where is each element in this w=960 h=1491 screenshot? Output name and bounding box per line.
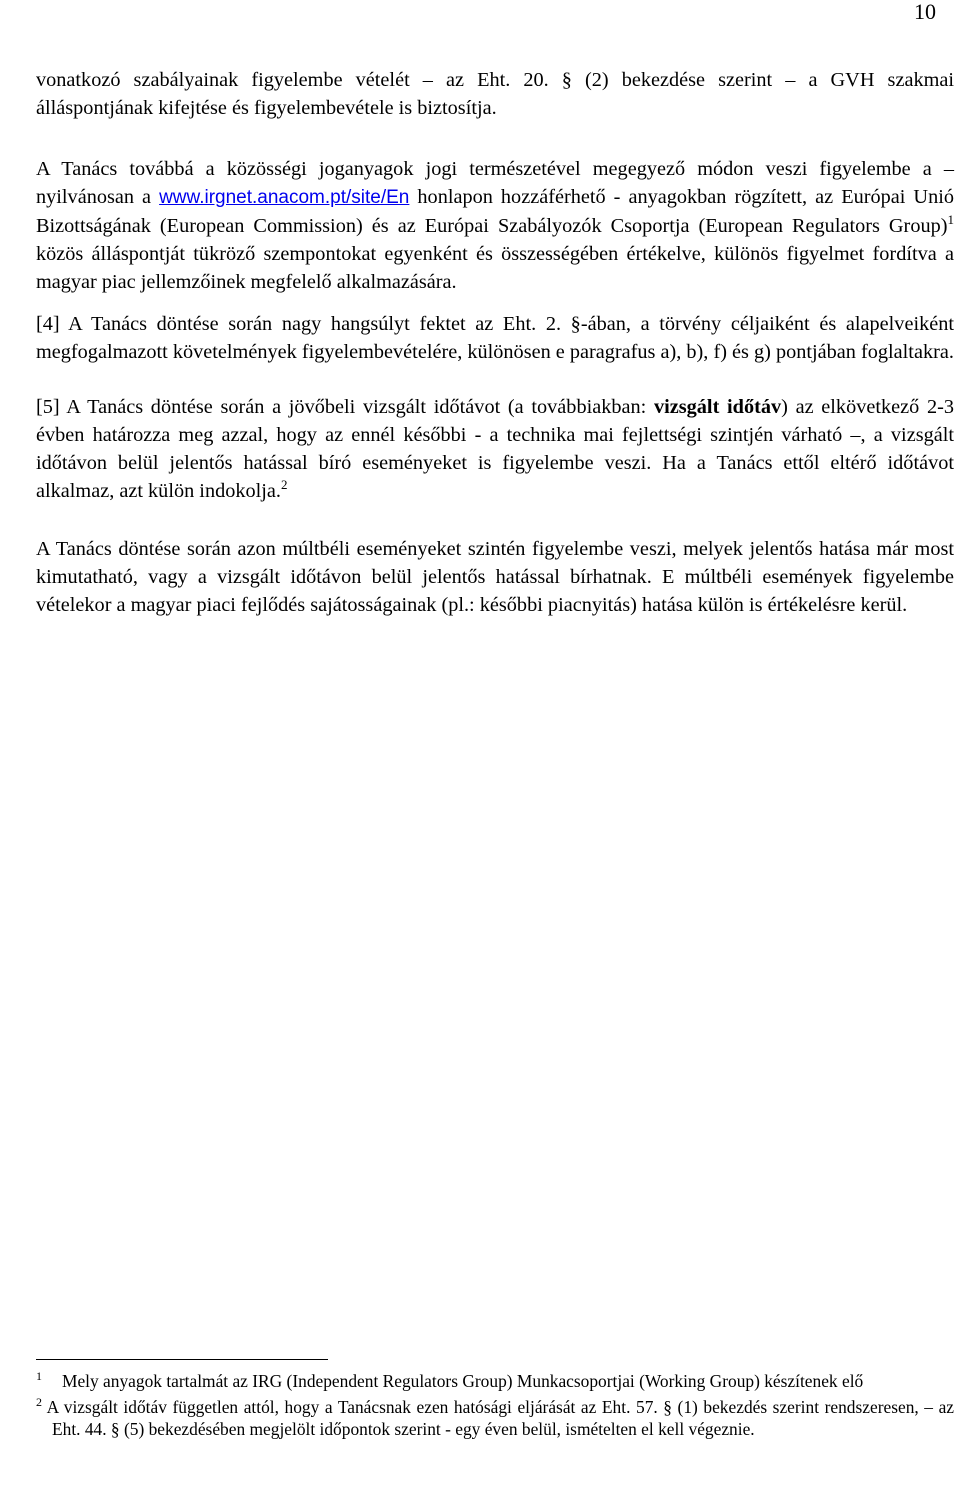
page-number: 10 [914,0,936,24]
footnote-2 [36,1396,954,1440]
paragraph-5 [36,393,954,505]
irgnet-link[interactable]: www.irgnet.anacom.pt/site/En [159,187,410,208]
document-body [36,66,954,649]
footnote-2-number: 2 [36,1395,42,1410]
paragraph-community-law-text-2: honlapon hozzáférhető - anyagokban rögzített, az Európai Unió Bizottságának (European Commission) és az Európai Szabályozók Csoportja (European Regulators Group) [36,186,954,237]
paragraph-community-law-text-1: A Tanács továbbá a közösségi joganyagok jogi természetével megegyező módon veszi figyelembe a – nyilvánosan a [36,158,954,208]
footnote-ref-2[interactable]: 2 [281,477,288,493]
paragraph-gvh: vonatkozó szabályainak figyelembe vételét – az Eht. 20. § (2) bekezdése szerint – a GVH szakmai álláspontjának kifejtése és figyelembevétele is biztosítja. [36,69,954,119]
footnote-1 [36,1370,954,1392]
footnotes [36,1370,954,1440]
paragraph-5-text-2: ) az elkövetkező 2-3 évben határozza meg azzal, hogy az ennél későbbi - a technika mai fejlettségi szintjén várható –, a vizsgált időtávon belül jelentős hatással bíró eseményeket is figyelembe veszi. Ha a Tanács ettől eltérő időtávot alkalmaz, azt külön indokolja. [36,396,955,502]
paragraph-5-text-1: [5] A Tanács döntése során a jövőbeli vizsgált időtávot (a továbbiakban: [36,396,654,418]
paragraph-past-events: A Tanács döntése során azon múltbéli eseményeket szintén figyelembe veszi, melyek jelentős hatása már most kimutatható, vagy a vizsgált időtávon belül jelentős hatással bírhatnak. E múltbéli események figyelembe vételekor a magyar piaci fejlődés sajátosságainak (pl.: későbbi piacnyitás) hatása külön is értékelésre kerül. [36,538,954,616]
footnote-2-text: A vizsgált időtáv független attól, hogy a Tanácsnak ezen hatósági eljárását az Eht. 57. § (1) bekezdés szerint rendszeresen, – az Eht. 44. § (5) bekezdésében megjelölt időpontok szerint - egy éven belül, ismételten el kell végeznie. [46,1397,955,1439]
footnote-1-number: 1 [36,1369,42,1384]
footnote-ref-1[interactable]: 1 [947,212,954,228]
footnote-separator [36,1359,328,1360]
paragraph-community-law-text-3: közös álláspontját tükröző szempontokat egyenként és összességében értékelve, különös figyelmet fordítva a magyar piac jellemzőinek megfelelő alkalmazására. [36,243,954,293]
footnote-1-text: Mely anyagok tartalmát az IRG (Independent Regulators Group) Munkacsoportjai (Working Group) készítenek elő [62,1371,864,1391]
paragraph-community-law [36,155,954,296]
paragraph-4: [4] A Tanács döntése során nagy hangsúlyt fektet az Eht. 2. §-ában, a törvény céljaiként és alapelveiként megfogalmazott követelmények figyelembevételére, különösen e paragrafus a), b), f) és g) pontjában foglaltakra. [36,313,954,363]
defined-term-vizsgalt-idotav: vizsgált időtáv [653,396,782,418]
